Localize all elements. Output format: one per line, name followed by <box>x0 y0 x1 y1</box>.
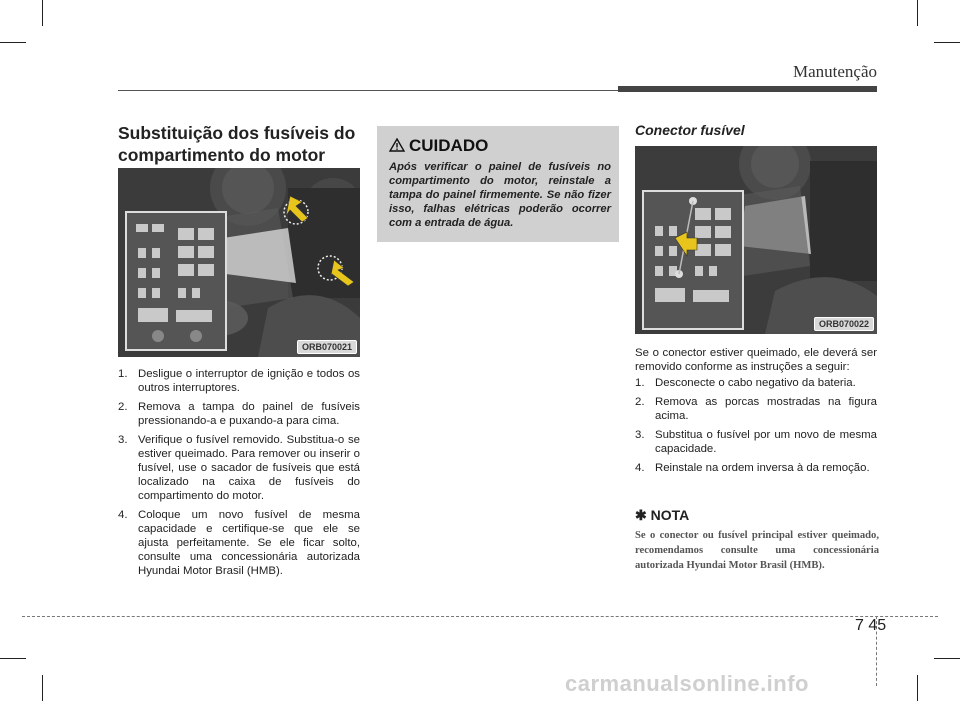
crop-mark <box>42 675 43 701</box>
section-title: Manutenção <box>792 62 877 81</box>
note-text: Se o conector ou fusível principal estiver queimado, recomendamos consulte uma concessionária autorizada Hyundai Motor Brasil (HMB). <box>635 530 879 571</box>
note-star-icon: ✱ <box>635 507 647 523</box>
header-rule-thick <box>618 86 877 92</box>
list-item: 3. Substitua o fusível por um novo de mesma capacidade. <box>635 429 877 455</box>
crop-mark <box>0 658 26 659</box>
connector-steps <box>635 376 877 480</box>
list-item: 2. Remova a tampa do painel de fusíveis pressionando-a e puxando-a para cima. <box>118 401 360 427</box>
intro-text: Se o conector estiver queimado, ele deverá ser removido conforme as instruções a seguir: <box>635 347 877 373</box>
figure-code: ORB070022 <box>814 317 874 331</box>
fusible-link-illustration <box>635 146 877 334</box>
fusible-link-photo <box>635 146 877 334</box>
header-rule <box>118 90 618 91</box>
engine-fuse-box-photo <box>118 168 360 357</box>
crop-mark <box>934 658 960 659</box>
crop-mark <box>934 42 960 43</box>
crop-mark <box>917 0 918 26</box>
list-item: 4. Coloque um novo fusível de mesma capacidade e certifique-se que ele se ajusta perfeitamente. Se ele ficar solto, consulte uma concessionária autorizada Hyundai Motor Brasil (HMB). <box>118 509 360 577</box>
engine-fuse-box-illustration <box>118 168 360 357</box>
footer-rule <box>22 616 938 617</box>
subsection-heading: Conector fusível <box>635 122 745 138</box>
crop-mark <box>42 0 43 26</box>
note-heading: ✱ NOTA <box>635 507 690 523</box>
list-item: 3. Verifique o fusível removido. Substitua-o se estiver queimado. Para remover ou inserir o fusível, use o sacador de fusíveis que está localizado na caixa de fusíveis do compartimento do motor. <box>118 434 360 502</box>
section-heading: Substituição dos fusíveis do compartimento do motor <box>118 123 356 165</box>
caution-box <box>377 126 619 242</box>
list-item: 4. Reinstale na ordem inversa à da remoção. <box>635 462 870 474</box>
list-item: 1. Desligue o interruptor de ignição e todos os outros interruptores. <box>118 368 360 394</box>
fuse-replacement-steps <box>118 367 360 583</box>
list-item: 1. Desconecte o cabo negativo da bateria. <box>635 377 856 389</box>
caution-text: Após verificar o painel de fusíveis no compartimento do motor, reinstale a tampa do painel firmemente. Se não fizer isso, falhas elétricas poderão ocorrer com a entrada de água. <box>389 161 611 229</box>
caution-heading: CUIDADO <box>389 136 488 156</box>
list-item: 2. Remova as porcas mostradas na figura acima. <box>635 396 877 422</box>
crop-mark <box>0 42 26 43</box>
page-number: 7 45 <box>855 617 887 634</box>
watermark: carmanualsonline.info <box>565 671 809 696</box>
crop-mark <box>917 675 918 701</box>
warning-triangle-icon <box>389 138 405 152</box>
figure-code: ORB070021 <box>297 340 357 354</box>
